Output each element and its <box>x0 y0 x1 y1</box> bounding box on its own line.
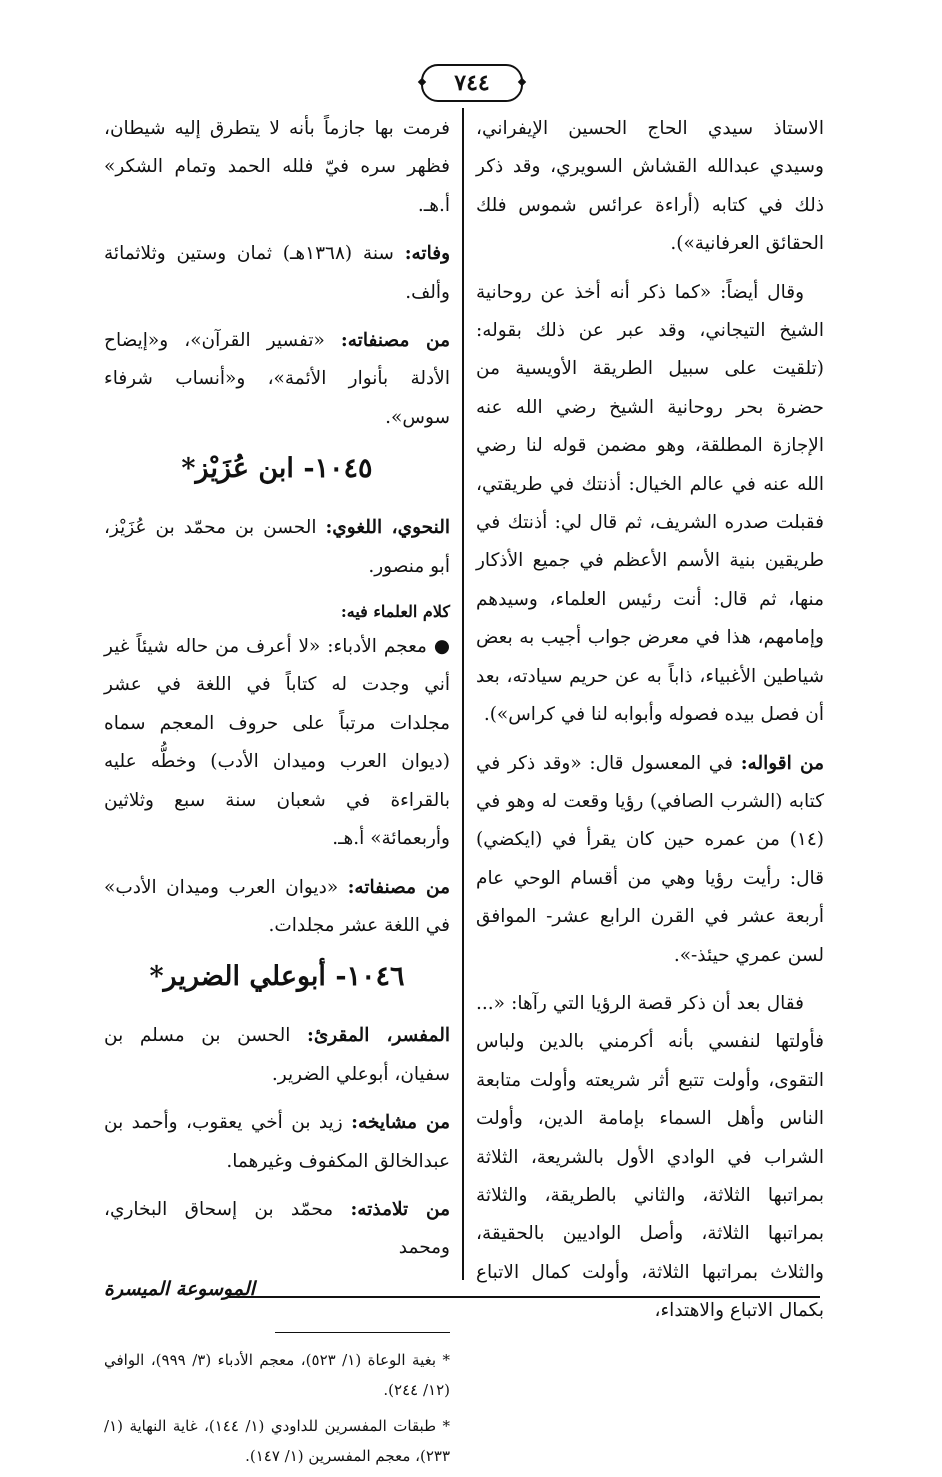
paragraph-text: زيد بن أخي يعقوب، وأحمد بن عبدالخالق المكفوف وغيرهما. <box>104 1112 450 1172</box>
paragraph <box>104 235 450 312</box>
footer <box>104 1278 820 1318</box>
paragraph: فقال بعد أن ذكر قصة الرؤيا التي رآها: «... فأولتها لنفسي بأنه أكرمني بالدين ولباس التقوى، وأولت تتبع أثر شريعته وأولت متابعة الناس وأهل السماء بإمامة الدين، وأولت الشراب في الوادي الأول بالشريعة، الثلاثة بمراتبها الثلاثة، والثاني بالطريقة، والثلاثة بمراتبها الثلاثة، وأصل الواديين بالحقيقة، والثلاث بمراتبها الثلاثة، وأولت كمال الاتباع بكمال الاتباع والاهتداء، <box>476 992 824 1322</box>
paragraph: الاستاذ سيدي الحاج الحسين الإيفراني، وسيدي عبدالله القشاش السويري، وقد ذكر ذلك في كتابه (أراءة عرائس شموس فلك الحقائق العرفانية»). <box>476 118 824 255</box>
column-divider <box>462 108 464 1280</box>
paragraph-text: سنة (١٣٦٨هـ) ثمان وستين وثلاثمائة وألف. <box>104 243 450 303</box>
paragraph <box>104 322 450 437</box>
paragraph-text: في المعسول قال: «وقد ذكر في كتابه (الشرب الصافي) رؤيا وقعت له وهو في (١٤) من عمره حين كان يقرأ في (ايكضي) قال: رأيت رؤيا وهي من أقسام الوحي عام أربعة عشر في القرن الرابع عشر- الموافق لسن عمري حيئذ-». <box>476 752 824 966</box>
paragraph-text: «ديوان العرب وميدان الأدب» في اللغة عشر مجلدات. <box>104 876 450 936</box>
footnote-rule <box>275 1332 450 1334</box>
paragraph <box>104 1191 450 1268</box>
page-number: ٧٤٤ <box>421 64 523 102</box>
entry-heading: ١٠٤٥- ابن عُزَيْز* <box>181 453 373 485</box>
paragraph-label: من مشايخه: <box>351 1112 450 1134</box>
paragraph-label: من مصنفاته: <box>347 876 450 898</box>
footer-title: الموسوعة الميسرة <box>104 1278 255 1300</box>
paragraph <box>104 1104 450 1181</box>
paragraph-label: النحوي، اللغوي: <box>325 517 450 539</box>
entry-heading: ١٠٤٦- أبوعلي الضرير* <box>149 961 405 993</box>
footer-rule <box>229 1296 820 1298</box>
paragraph-label: من اقواله: <box>740 752 824 774</box>
left-column <box>104 110 450 1477</box>
paragraph-label: من مصنفاته: <box>340 330 450 352</box>
paragraph-text: «تفسير القرآن»، و«إيضاح الأدلة بأنوار الأئمة»، و«أنساب شرفاء سوس». <box>104 330 450 428</box>
paragraph-text: الحسن بن محمّد بن عُزَيْز، أبو منصور. <box>104 517 450 577</box>
footnotes <box>104 1345 450 1471</box>
paragraph: فرمت بها جازماً بأنه لا يتطرق إليه شيطان، فظهر سره فيّ فلله الحمد وتمام الشكر» أ.هـ. <box>104 118 450 216</box>
paragraph <box>104 869 450 946</box>
paragraph-text: محمّد بن إسحاق البخاري، ومحمد <box>104 1198 450 1259</box>
paragraph <box>104 509 450 586</box>
paragraph <box>476 745 824 975</box>
right-column <box>476 110 824 1341</box>
paragraph-label: وفاته: <box>404 243 450 265</box>
footnote: * بغية الوعاة (١/ ٥٢٣)، معجم الأدباء (٣/ ٩٩٩)، الوافي (١٢/ ٢٤٤). <box>104 1351 451 1400</box>
paragraph-label: المفسر، المقرئ: <box>306 1025 450 1047</box>
footnote: * طبقات المفسرين للداودي (١/ ١٤٤)، غاية النهاية (١/ ٢٣٣)، معجم المفسرين (١/ ١٤٧). <box>104 1417 451 1466</box>
paragraph-text: الحسن بن مسلم بن سفيان، أبوعلي الضرير. <box>104 1025 450 1085</box>
sub-heading: كلام العلماء فيه: <box>340 602 450 622</box>
paragraph <box>104 1017 450 1094</box>
paragraph: وقال أيضاً: «كما ذكر أنه أخذ عن روحانية الشيخ التيجاني، وقد عبر عن ذلك بقوله: (تلقيت على سبيل الطريقة الأويسية من حضرة بحر روحانية الشيخ رضي الله عنه الإجازة المطلقة، وهو مضمن قوله لنا رضي الله عنه في عالم الخيال: أذنتك في طريقتي، فقبلت صدره الشريف، ثم قال لي: أذنتك في طريقين بنية الأسم الأعظم في جميع الأذكار منها، ثم قال: أنت رئيس العلماء، وسيدهم وإمامهم، هذا في معرض جواب أجيب به بعض شياطين الأغبياء، ذاباً به عن حريم سيادته، بعد أن فصل بيده فصوله وأبوابه لنا في كراس»). <box>476 281 824 726</box>
paragraph: ● معجم الأدباء: «لا أعرف من حاله شيئاً غير أني وجدت له كتاباً في اللغة في عشر مجلدات مرتباً على حروف المعجم سماه (ديوان العرب وميدان الأدب) وخطُّه عليه بالقراءة في شعبان سنة سبع وثلاثين وأربعمائة» أ.هـ. <box>104 636 450 850</box>
paragraph-label: من تلامذته: <box>350 1198 450 1220</box>
